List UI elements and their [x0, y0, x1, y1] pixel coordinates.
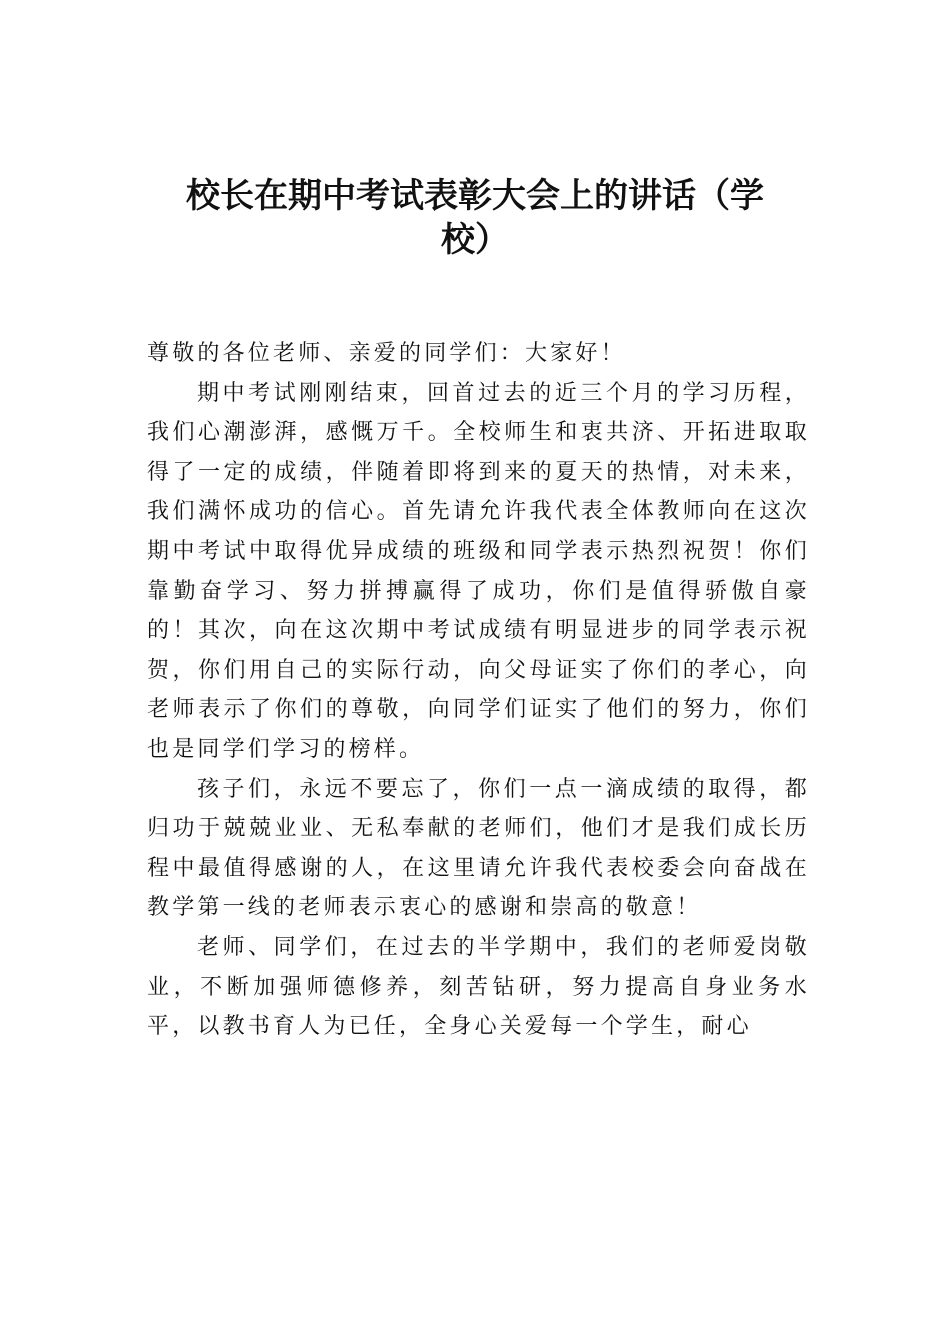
title-line-1: 校长在期中考试表彰大会上的讲话（学 [186, 176, 764, 216]
title-line-2: 校） [441, 220, 509, 260]
paragraph-1: 期中考试刚刚结束，回首过去的近三个月的学习历程，我们心潮澎湃，感慨万千。全校师生和衷共济、开拓进取取得了一定的成绩，伴随着即将到来的夏天的热情，对未来，我们满怀成功的信心。首先请允许我代表全体教师向在这次期中考试中取得优异成绩的班级和同学表示热烈祝贺！你们靠勤奋学习、努力拼搏赢得了成功，你们是值得骄傲自豪的！其次，向在这次期中考试成绩有明显进步的同学表示祝贺，你们用自己的实际行动，向父母证实了你们的孝心，向老师表示了你们的尊敬，向同学们证实了他们的努力，你们也是同学们学习的榜样。 [147, 380, 810, 762]
paragraph-2: 孩子们，永远不要忘了，你们一点一滴成绩的取得，都归功于兢兢业业、无私奉献的老师们，他们才是我们成长历程中最值得感谢的人，在这里请允许我代表校委会向奋战在教学第一线的老师表示衷心的感谢和崇高的敬意！ [147, 776, 810, 921]
document-body [147, 334, 810, 1047]
document-title [140, 174, 810, 262]
paragraph-3: 老师、同学们，在过去的半学期中，我们的老师爱岗敬业，不断加强师德修养，刻苦钻研，努力提高自身业务水平，以教书育人为已任，全身心关爱每一个学生，耐心 [147, 934, 810, 1040]
greeting: 尊敬的各位老师、亲爱的同学们：大家好！ [147, 341, 626, 366]
